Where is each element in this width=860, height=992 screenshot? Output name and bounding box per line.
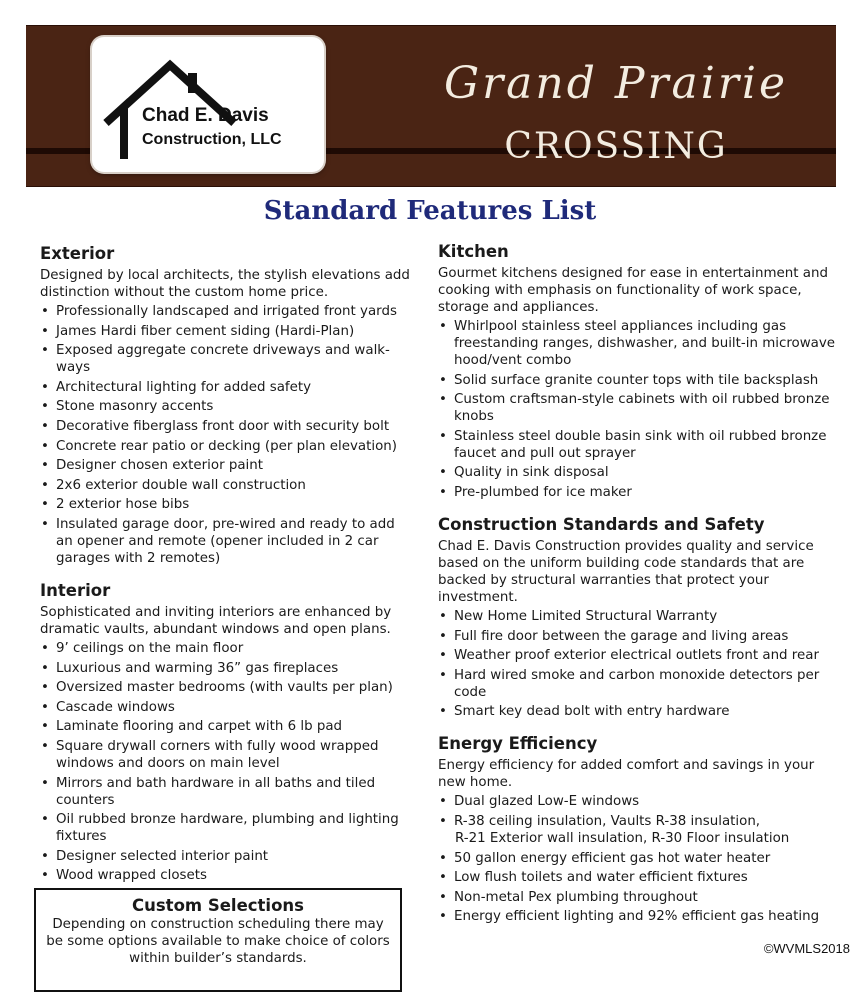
list-item: • Full fire door between the garage and living areas bbox=[438, 628, 838, 645]
list-item: • James Hardi fiber cement siding (Hardi-Plan) bbox=[40, 323, 415, 340]
section-intro-exterior: Designed by local architects, the stylish elevations add distinction without the custom home price. bbox=[40, 268, 410, 300]
custom-selections-box bbox=[34, 888, 402, 992]
company-logo bbox=[92, 37, 324, 172]
list-item: • 2 exterior hose bibs bbox=[40, 496, 415, 513]
list-item: • Mirrors and bath hardware in all baths and tiled counters bbox=[40, 775, 415, 809]
list-item: • Solid surface granite counter tops with tile backsplash bbox=[438, 372, 838, 389]
list-item: • Square drywall corners with fully wood wrapped windows and doors on main level bbox=[40, 738, 415, 772]
list-item: • Professionally landscaped and irrigated front yards bbox=[40, 303, 415, 320]
custom-selections-heading: Custom Selections bbox=[132, 896, 304, 915]
list-item bbox=[438, 813, 838, 847]
feature-list-exterior bbox=[40, 303, 415, 567]
list-item: • Wood wrapped closets bbox=[40, 867, 415, 884]
list-item: • Oil rubbed bronze hardware, plumbing and lighting fixtures bbox=[40, 811, 415, 845]
list-item: • Concrete rear patio or decking (per plan elevation) bbox=[40, 438, 415, 455]
list-item: • Weather proof exterior electrical outlets front and rear bbox=[438, 647, 838, 664]
list-item: • 2x6 exterior double wall construction bbox=[40, 477, 415, 494]
section-exterior bbox=[40, 244, 415, 567]
list-item: • New Home Limited Structural Warranty bbox=[438, 608, 838, 625]
list-item: • Designer chosen exterior paint bbox=[40, 457, 415, 474]
section-heading-exterior: Exterior bbox=[40, 244, 115, 263]
section-intro-construction: Chad E. Davis Construction provides quality and service based on the uniform building code standards that are backed by structural warranties that protect your investment. bbox=[438, 538, 814, 605]
section-intro-energy: Energy efficiency for added comfort and savings in your new home. bbox=[438, 758, 815, 791]
list-item: • Dual glazed Low-E windows bbox=[438, 793, 838, 810]
list-item: • Smart key dead bolt with entry hardware bbox=[438, 703, 838, 720]
section-intro-interior: Sophisticated and inviting interiors are enhanced by dramatic vaults, abundant windows and open plans. bbox=[40, 604, 392, 637]
list-item: • Designer selected interior paint bbox=[40, 848, 415, 865]
brand-title-caps: CROSSING bbox=[504, 126, 728, 167]
page-title: Standard Features List bbox=[263, 196, 597, 226]
logo-company-name: Chad E. Davis bbox=[142, 105, 269, 126]
section-construction bbox=[438, 515, 838, 720]
list-item: • Energy efficient lighting and 92% efficient gas heating bbox=[438, 908, 838, 925]
feature-list-interior bbox=[40, 640, 415, 884]
brand-title-script: Grand Prairie bbox=[444, 58, 788, 109]
feature-list-construction bbox=[438, 608, 838, 720]
section-interior bbox=[40, 581, 415, 884]
list-item: • Stainless steel double basin sink with oil rubbed bronze faucet and pull out sprayer bbox=[438, 428, 838, 462]
list-item: • Stone masonry accents bbox=[40, 398, 415, 415]
list-item: • Oversized master bedrooms (with vaults per plan) bbox=[40, 679, 415, 696]
left-column bbox=[40, 244, 415, 892]
list-item: • Quality in sink disposal bbox=[438, 464, 838, 481]
logo-company-suffix: Construction, LLC bbox=[142, 131, 282, 148]
section-heading-energy: Energy Efficiency bbox=[438, 734, 598, 754]
list-item: • Hard wired smoke and carbon monoxide detectors per code bbox=[438, 667, 838, 701]
section-energy bbox=[438, 734, 838, 925]
section-heading-interior: Interior bbox=[40, 580, 111, 600]
copyright-watermark: ©WVMLS2018 bbox=[763, 941, 850, 956]
list-item: • Exposed aggregate concrete driveways and walk-ways bbox=[40, 342, 415, 376]
list-item-text: R-38 ceiling insulation, Vaults R-38 insulation, bbox=[454, 813, 761, 829]
list-item: • Low flush toilets and water efficient fixtures bbox=[438, 869, 838, 886]
section-intro-kitchen: Gourmet kitchens designed for ease in entertainment and cooking with emphasis on functionality of work space, storage and appliances. bbox=[438, 266, 828, 315]
right-column bbox=[438, 242, 838, 933]
list-item: • Pre-plumbed for ice maker bbox=[438, 484, 838, 501]
section-heading-kitchen: Kitchen bbox=[438, 242, 509, 261]
list-item: • Cascade windows bbox=[40, 699, 415, 716]
list-item: • Whirlpool stainless steel appliances including gas freestanding ranges, dishwasher, and built-in microwave hood/vent combo bbox=[438, 318, 838, 369]
feature-list-energy bbox=[438, 793, 838, 925]
list-item: • Non-metal Pex plumbing throughout bbox=[438, 889, 838, 906]
list-item: • Luxurious and warming 36” gas fireplaces bbox=[40, 660, 415, 677]
list-item: • 50 gallon energy efficient gas hot water heater bbox=[438, 850, 838, 867]
feature-list-kitchen bbox=[438, 318, 838, 501]
section-kitchen bbox=[438, 242, 838, 501]
list-item: • Custom craftsman-style cabinets with oil rubbed bronze knobs bbox=[438, 391, 838, 425]
list-item: • Architectural lighting for added safety bbox=[40, 379, 415, 396]
list-item: • Decorative fiberglass front door with security bolt bbox=[40, 418, 415, 435]
list-item-continuation: R-21 Exterior wall insulation, R-30 Floor insulation bbox=[455, 830, 790, 846]
custom-selections-text: Depending on construction scheduling there may be some options available to make choice of colors within builder’s standards. bbox=[46, 917, 390, 966]
list-item: • Laminate flooring and carpet with 6 lb pad bbox=[40, 718, 415, 735]
list-item: • 9’ ceilings on the main floor bbox=[40, 640, 415, 657]
list-item: • Insulated garage door, pre-wired and ready to add an opener and remote (opener included in 2 car garages with 2 remotes) bbox=[40, 516, 415, 567]
section-heading-construction: Construction Standards and Safety bbox=[438, 514, 765, 534]
